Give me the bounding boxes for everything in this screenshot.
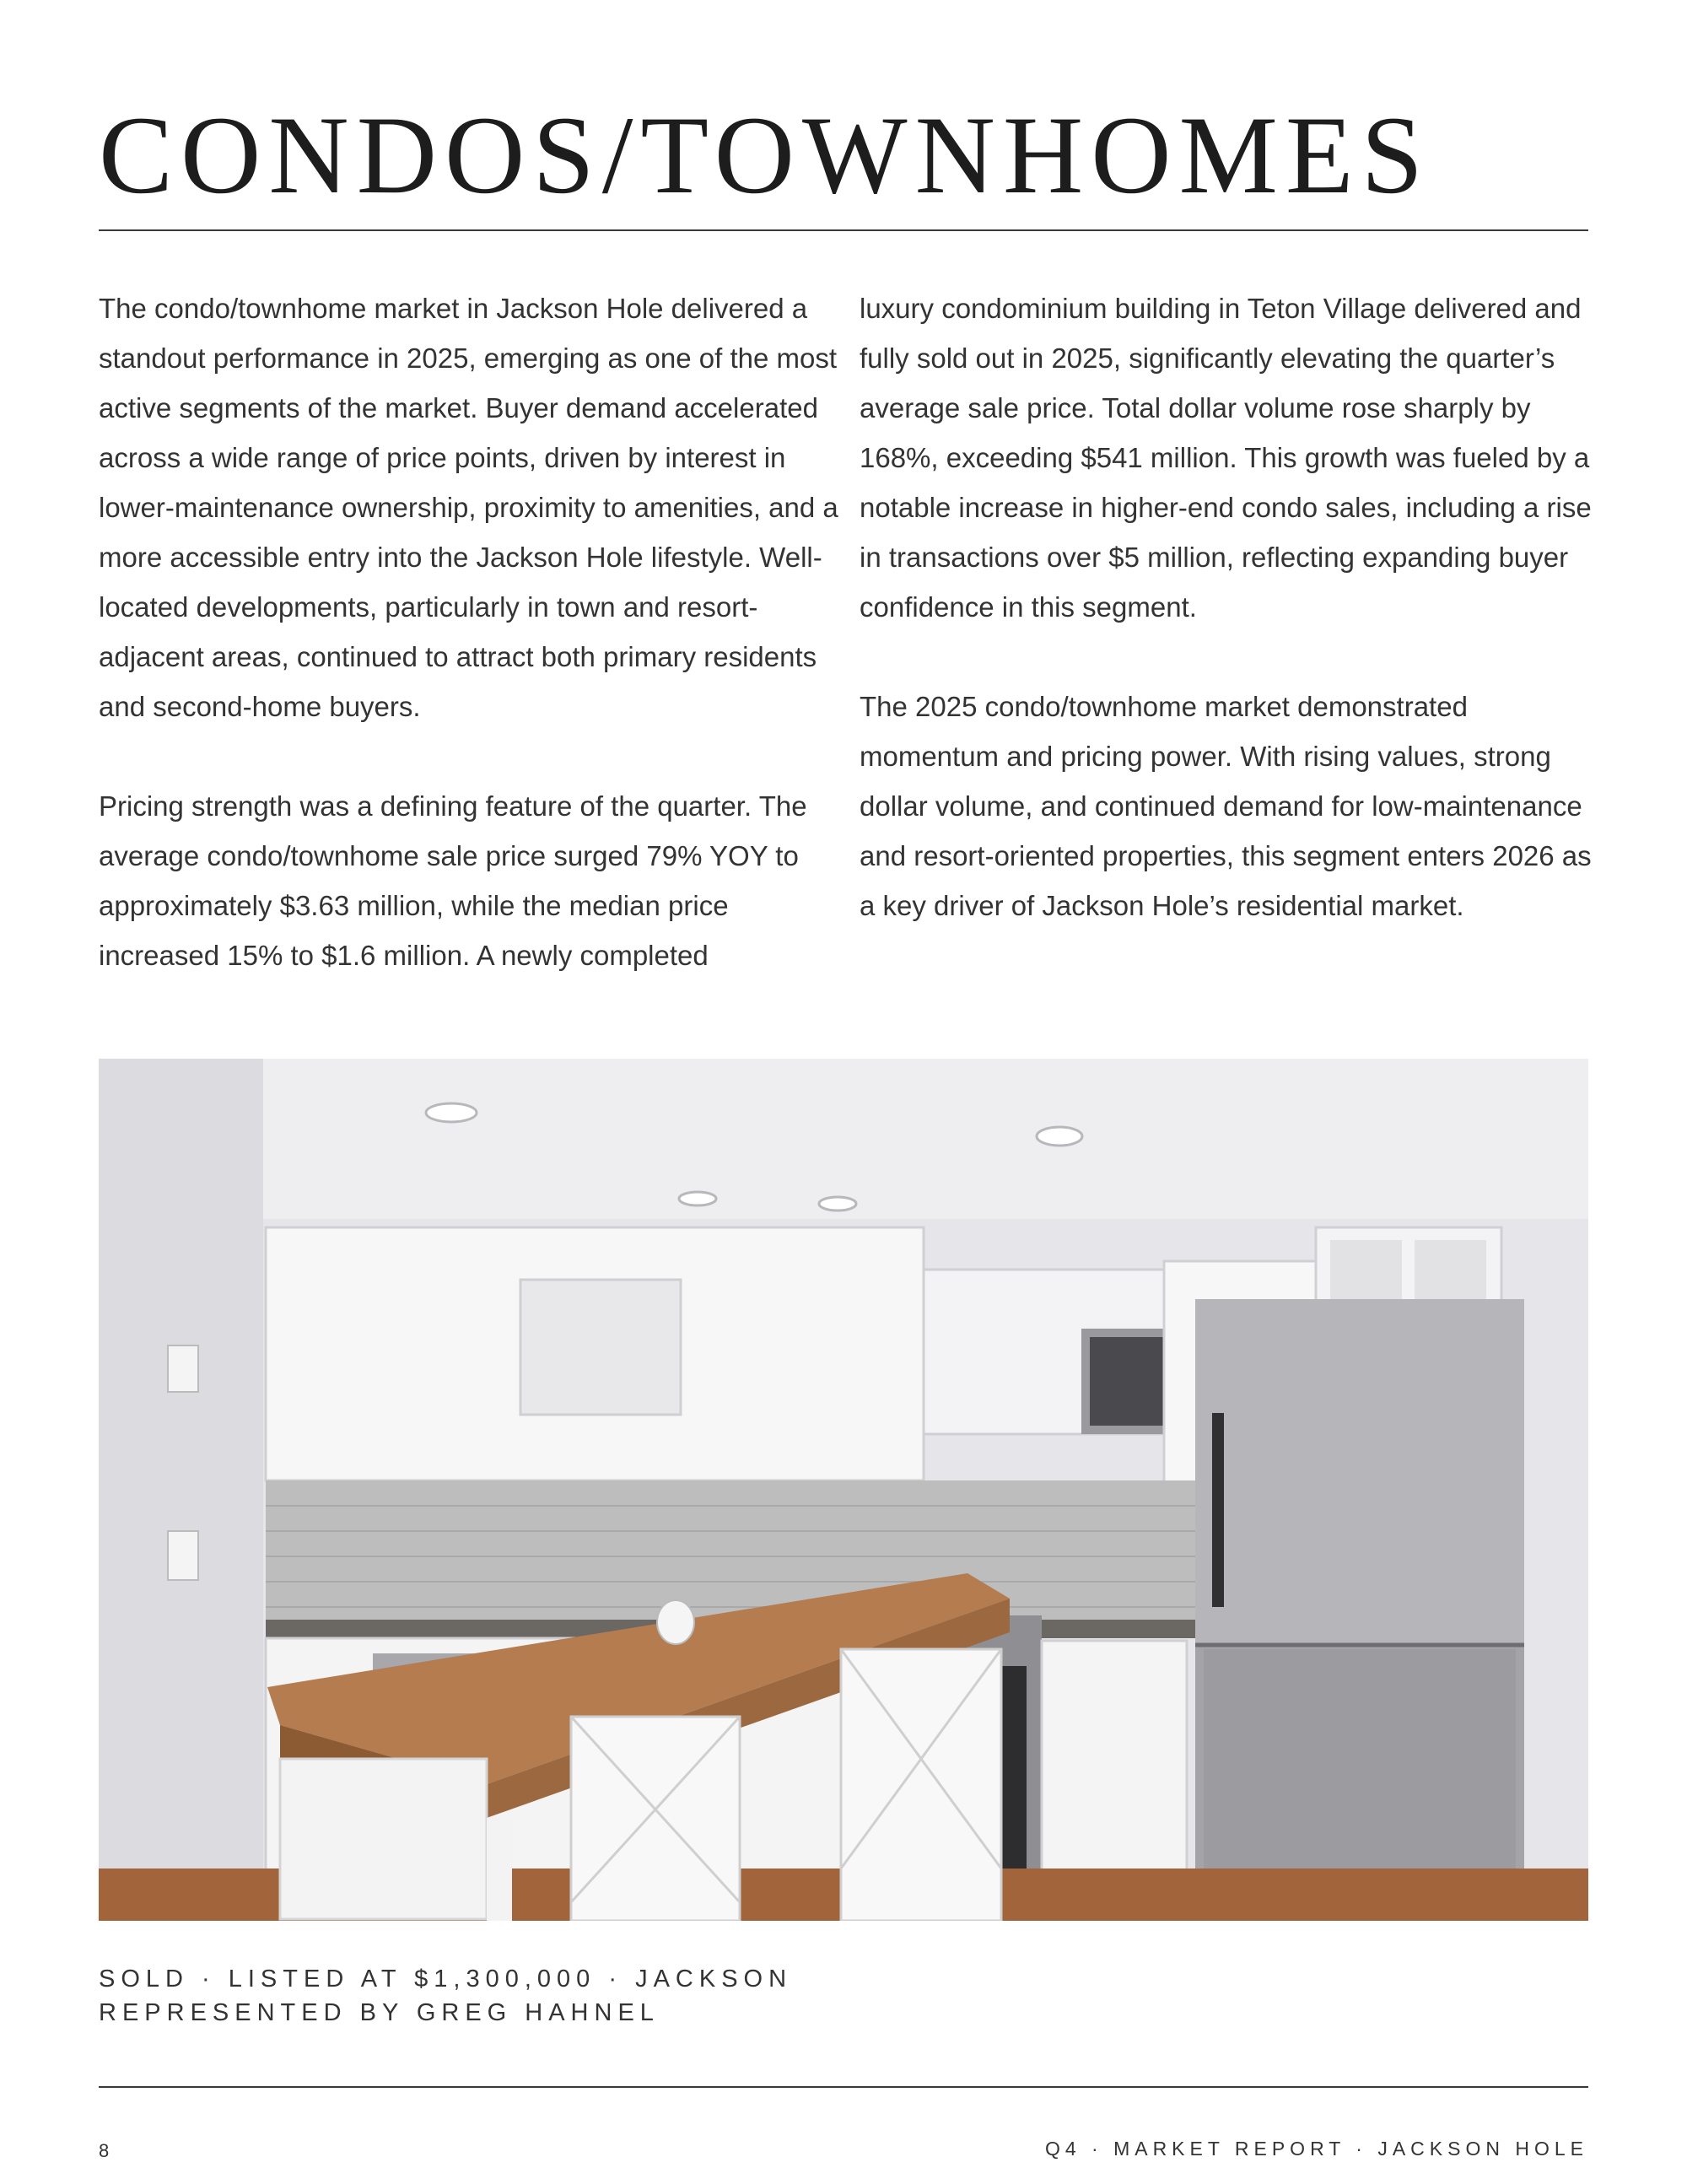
caption-agent-line: REPRESENTED BY GREG HAHNEL: [99, 1999, 660, 2026]
article-column-left: [99, 283, 841, 1030]
article-paragraph: Pricing strength was a defining feature of the quarter. The average condo/townhome sale price surged 79% YOY to approximately $3.63 million, while the median price increased 15% to $1.6 million. A newly completed: [99, 790, 807, 971]
article-paragraph: The condo/townhome market in Jackson Hole delivered a standout performance in 2025, emerging as one of the most active segments of the market. Buyer demand accelerated across a wide range of price points, driven by interest in lower-maintenance ownership, proximity to amenities, and a more accessible entry into the Jackson Hole lifestyle. Well-located developments, particularly in town and resort-adjacent areas, continued to attract both primary residents and second-home buyers.: [99, 293, 838, 722]
kitchen-illustration: [99, 1059, 1588, 1921]
report-label: Q4 · MARKET REPORT · JACKSON HOLE: [1044, 2138, 1588, 2160]
caption-sale-line: SOLD · LISTED AT $1,300,000 · JACKSON: [99, 1966, 793, 1993]
page-number: 8: [99, 2140, 110, 2161]
photo-caption: [99, 1962, 792, 2030]
kitchen-photo: [99, 1059, 1588, 1921]
footer-divider: [99, 2086, 1588, 2088]
article-column-right: [860, 283, 1602, 980]
article-paragraph: luxury condominium building in Teton Village delivered and fully sold out in 2025, significantly elevating the quarter’s average sale price. Total dollar volume rose sharply by 168%, exceeding $541 million. This growth was fueled by a notable increase in higher-end condo sales, including a rise in transactions over $5 million, reflecting expanding buyer confidence in this segment.: [860, 293, 1592, 623]
title-divider: [99, 229, 1588, 231]
article-paragraph: The 2025 condo/townhome market demonstrated momentum and pricing power. With rising values, strong dollar volume, and continued demand for low-maintenance and resort-oriented properties, this segment enters 2026 as a key driver of Jackson Hole’s residential market.: [860, 691, 1592, 921]
page-title: CONDOS/TOWNHOMES: [99, 93, 1431, 217]
